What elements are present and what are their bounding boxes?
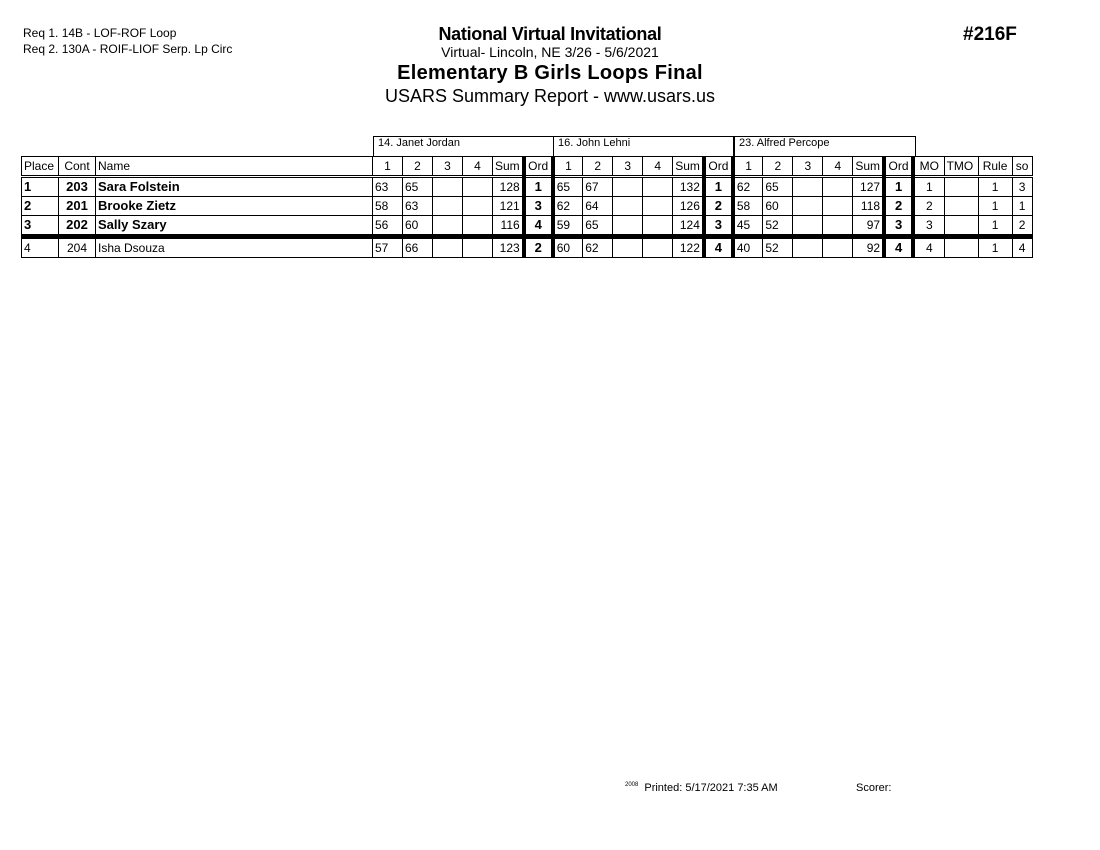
skating-order: 1 — [1012, 197, 1032, 216]
skater-name: Isha Dsouza — [96, 237, 373, 258]
j2-score-1: 59 — [553, 216, 583, 237]
j2-score-1: 60 — [553, 237, 583, 258]
report-name: USARS Summary Report - www.usars.us — [384, 86, 716, 106]
col-so: so — [1012, 157, 1032, 177]
j2-sum: 124 — [673, 216, 704, 237]
total-majority-ordinal — [944, 197, 978, 216]
printed-timestamp: Printed: 5/17/2021 7:35 AM — [644, 782, 778, 794]
j3-score-3 — [793, 237, 823, 258]
j1-score-1: 57 — [373, 237, 403, 258]
requirement-2: Req 2. 130A - ROIF-LIOF Serp. Lp Circ — [23, 42, 233, 56]
col-j1-ord: Ord — [524, 157, 553, 177]
requirement-1: Req 1. 14B - LOF-ROF Loop — [23, 26, 177, 40]
col-j3-s3: 3 — [793, 157, 823, 177]
j3-score-1: 45 — [733, 216, 763, 237]
j1-sum: 128 — [493, 177, 524, 197]
j1-score-4 — [463, 197, 493, 216]
table-row — [22, 177, 1033, 197]
place: 4 — [22, 237, 59, 258]
judge-header-3: 23. Alfred Percope — [734, 136, 916, 156]
majority-ordinal: 1 — [913, 177, 944, 197]
col-mo: MO — [913, 157, 944, 177]
place: 2 — [22, 197, 59, 216]
footer-code: 2008 — [625, 782, 639, 788]
col-j3-sum: Sum — [853, 157, 884, 177]
j3-score-3 — [793, 177, 823, 197]
scorer-label: Scorer: — [856, 782, 892, 794]
j3-score-4 — [823, 197, 853, 216]
j1-ordinal: 2 — [524, 237, 553, 258]
j1-score-1: 56 — [373, 216, 403, 237]
j3-ordinal: 1 — [884, 177, 913, 197]
skater-name: Sara Folstein — [96, 177, 373, 197]
j2-sum: 126 — [673, 197, 704, 216]
col-rule: Rule — [978, 157, 1012, 177]
col-j2-s4: 4 — [643, 157, 673, 177]
place: 1 — [22, 177, 59, 197]
j1-sum: 121 — [493, 197, 524, 216]
j2-score-1: 65 — [553, 177, 583, 197]
col-j2-ord: Ord — [704, 157, 733, 177]
contestant-number: 203 — [59, 177, 96, 197]
location-dates: Virtual- Lincoln, NE 3/26 - 5/6/2021 — [441, 44, 659, 60]
j2-score-2: 67 — [583, 177, 613, 197]
skater-name: Sally Szary — [96, 216, 373, 237]
j3-score-2: 60 — [763, 197, 793, 216]
j3-score-4 — [823, 216, 853, 237]
j3-sum: 92 — [853, 237, 884, 258]
judge-header-2: 16. John Lehni — [553, 136, 734, 156]
place: 3 — [22, 216, 59, 237]
contestant-number: 202 — [59, 216, 96, 237]
j3-score-3 — [793, 197, 823, 216]
results-table — [21, 156, 1033, 258]
j2-ordinal: 4 — [704, 237, 733, 258]
judge-header-1: 14. Janet Jordan — [373, 136, 554, 156]
j2-ordinal: 1 — [704, 177, 733, 197]
event-name: Elementary B Girls Loops Final — [397, 62, 703, 84]
j1-ordinal: 3 — [524, 197, 553, 216]
j3-score-2: 65 — [763, 177, 793, 197]
j3-ordinal: 2 — [884, 197, 913, 216]
j2-score-4 — [643, 216, 673, 237]
j2-ordinal: 2 — [704, 197, 733, 216]
j2-score-3 — [613, 237, 643, 258]
j2-score-3 — [613, 216, 643, 237]
j1-score-2: 66 — [403, 237, 433, 258]
table-row — [22, 237, 1033, 258]
j3-score-1: 58 — [733, 197, 763, 216]
rule: 1 — [978, 237, 1012, 258]
majority-ordinal: 4 — [913, 237, 944, 258]
j1-score-4 — [463, 237, 493, 258]
col-cont: Cont — [59, 157, 96, 177]
event-number: #216F — [963, 24, 1017, 45]
col-tmo: TMO — [944, 157, 978, 177]
j3-sum: 127 — [853, 177, 884, 197]
col-j2-s3: 3 — [613, 157, 643, 177]
j1-score-3 — [433, 237, 463, 258]
col-j1-s1: 1 — [373, 157, 403, 177]
j1-score-2: 65 — [403, 177, 433, 197]
j1-score-2: 63 — [403, 197, 433, 216]
col-j1-s2: 2 — [403, 157, 433, 177]
j1-sum: 116 — [493, 216, 524, 237]
total-majority-ordinal — [944, 177, 978, 197]
j3-ordinal: 4 — [884, 237, 913, 258]
total-majority-ordinal — [944, 237, 978, 258]
col-j2-s1: 1 — [553, 157, 583, 177]
table-row — [22, 197, 1033, 216]
total-majority-ordinal — [944, 216, 978, 237]
rule: 1 — [978, 177, 1012, 197]
j1-sum: 123 — [493, 237, 524, 258]
j3-sum: 97 — [853, 216, 884, 237]
j1-score-4 — [463, 177, 493, 197]
skating-order: 2 — [1012, 216, 1032, 237]
col-j3-s4: 4 — [823, 157, 853, 177]
j2-score-1: 62 — [553, 197, 583, 216]
j1-score-3 — [433, 177, 463, 197]
majority-ordinal: 3 — [913, 216, 944, 237]
j2-score-3 — [613, 197, 643, 216]
skating-order: 3 — [1012, 177, 1032, 197]
j1-ordinal: 4 — [524, 216, 553, 237]
j1-score-1: 58 — [373, 197, 403, 216]
j1-score-4 — [463, 216, 493, 237]
j2-score-3 — [613, 177, 643, 197]
col-j3-ord: Ord — [884, 157, 913, 177]
col-j1-s3: 3 — [433, 157, 463, 177]
j3-sum: 118 — [853, 197, 884, 216]
col-j3-s1: 1 — [733, 157, 763, 177]
col-name: Name — [96, 157, 373, 177]
requirements-list — [23, 25, 232, 57]
contestant-number: 204 — [59, 237, 96, 258]
j2-score-2: 62 — [583, 237, 613, 258]
printed-footer — [625, 782, 778, 794]
j2-score-2: 65 — [583, 216, 613, 237]
j1-score-3 — [433, 197, 463, 216]
j3-score-1: 62 — [733, 177, 763, 197]
col-j2-s2: 2 — [583, 157, 613, 177]
skating-order: 4 — [1012, 237, 1032, 258]
col-j3-s2: 2 — [763, 157, 793, 177]
table-row — [22, 216, 1033, 237]
contestant-number: 201 — [59, 197, 96, 216]
competition-title: National Virtual Invitational — [438, 24, 662, 44]
j2-score-4 — [643, 177, 673, 197]
j1-ordinal: 1 — [524, 177, 553, 197]
j3-score-2: 52 — [763, 216, 793, 237]
j2-score-2: 64 — [583, 197, 613, 216]
j1-score-1: 63 — [373, 177, 403, 197]
majority-ordinal: 2 — [913, 197, 944, 216]
j2-score-4 — [643, 237, 673, 258]
col-place: Place — [22, 157, 59, 177]
j3-score-3 — [793, 216, 823, 237]
report-title-block — [340, 24, 760, 107]
col-j1-sum: Sum — [493, 157, 524, 177]
j1-score-3 — [433, 216, 463, 237]
j3-score-2: 52 — [763, 237, 793, 258]
j3-score-1: 40 — [733, 237, 763, 258]
rule: 1 — [978, 197, 1012, 216]
j3-ordinal: 3 — [884, 216, 913, 237]
j3-score-4 — [823, 177, 853, 197]
skater-name: Brooke Zietz — [96, 197, 373, 216]
j2-score-4 — [643, 197, 673, 216]
j2-ordinal: 3 — [704, 216, 733, 237]
j1-score-2: 60 — [403, 216, 433, 237]
rule: 1 — [978, 216, 1012, 237]
j2-sum: 132 — [673, 177, 704, 197]
j2-sum: 122 — [673, 237, 704, 258]
table-header-row — [22, 157, 1033, 177]
j3-score-4 — [823, 237, 853, 258]
col-j2-sum: Sum — [673, 157, 704, 177]
col-j1-s4: 4 — [463, 157, 493, 177]
